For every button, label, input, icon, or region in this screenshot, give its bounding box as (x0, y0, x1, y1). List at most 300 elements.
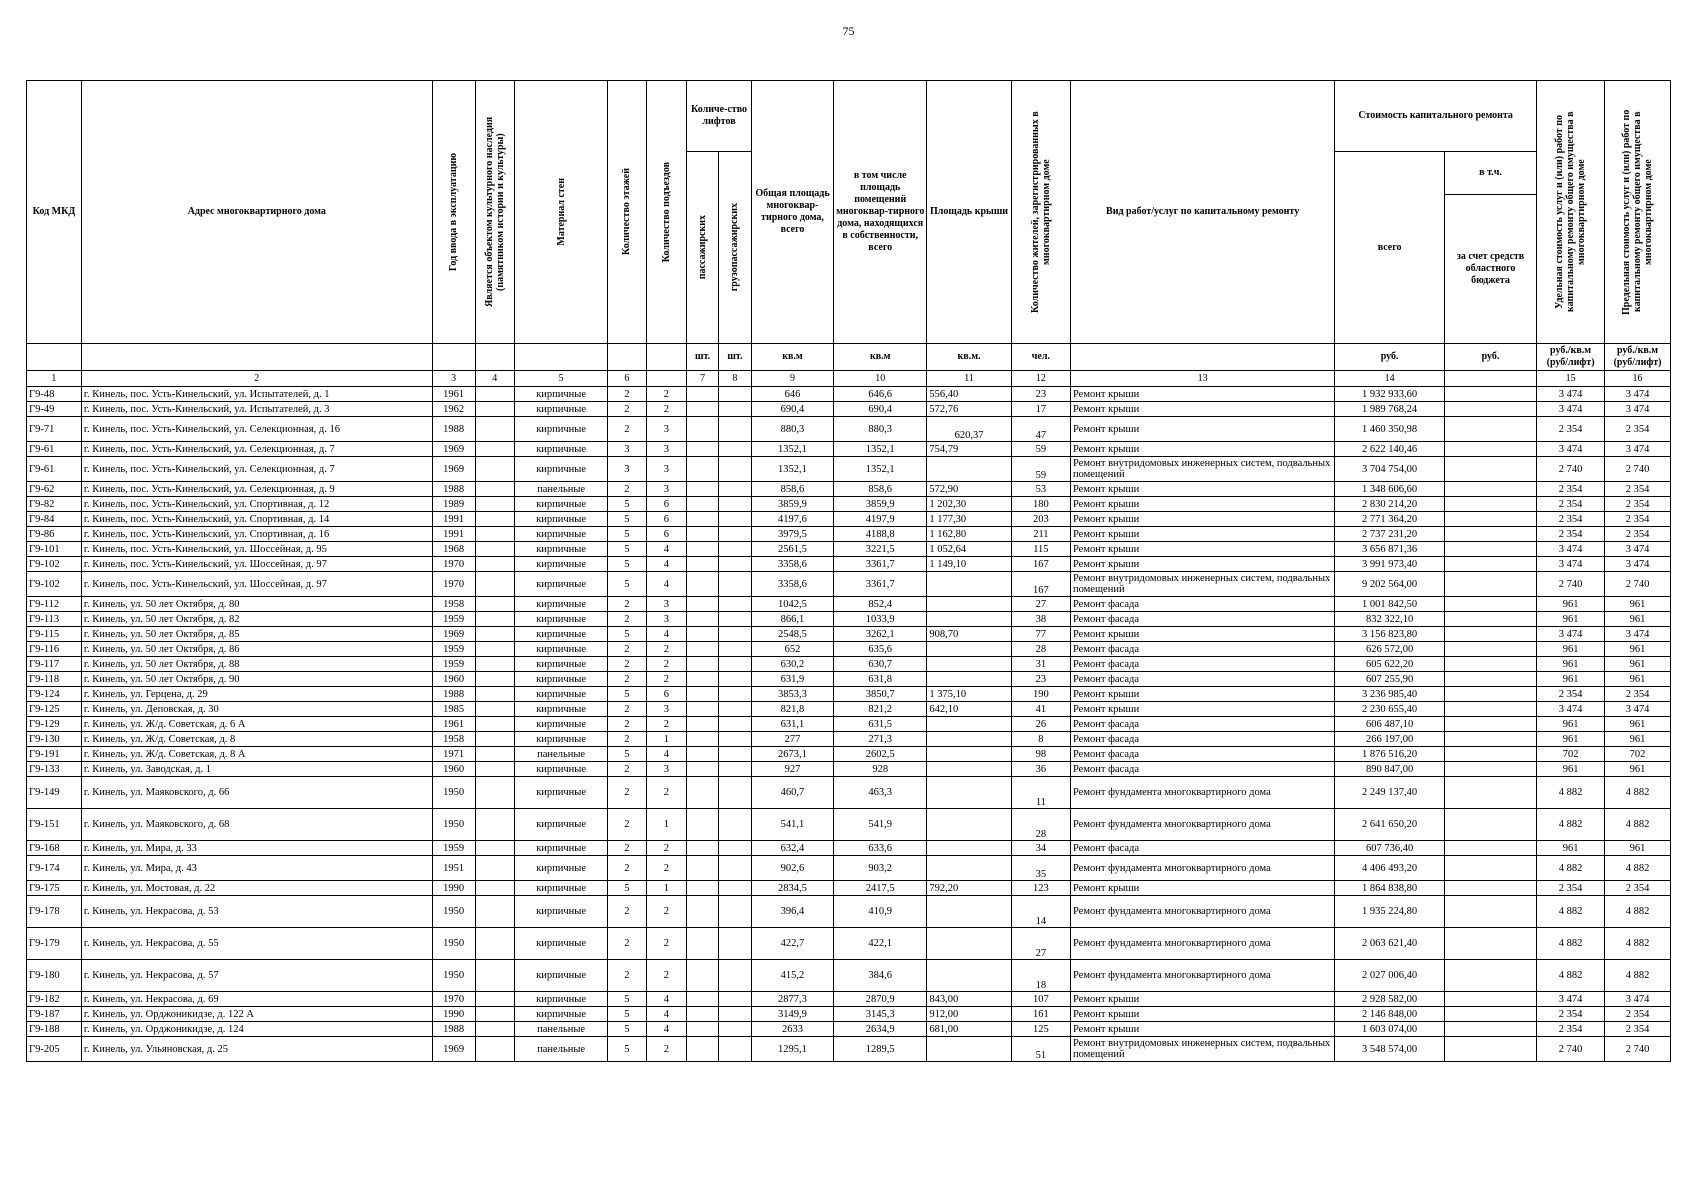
cell-cost-total: 606 487,10 (1335, 717, 1445, 732)
cell-heritage (475, 717, 514, 732)
cell-residents: 98 (1011, 747, 1070, 762)
cell-heritage (475, 777, 514, 809)
cell-cost-regional (1444, 747, 1536, 762)
cell-entrances: 2 (646, 777, 687, 809)
cell-passenger-lifts (687, 672, 719, 687)
cell-roof-area (927, 642, 1011, 657)
cell-residents: 8 (1011, 732, 1070, 747)
cell-wall: кирпичные (515, 762, 608, 777)
cell-heritage (475, 1007, 514, 1022)
cell-code: Г9-179 (27, 928, 82, 960)
cell-max-cost: 702 (1605, 747, 1671, 762)
header-entrances: Количество подъездов (660, 161, 672, 263)
cell-cost-regional (1444, 960, 1536, 992)
cell-wall: кирпичные (515, 928, 608, 960)
cell-entrances: 2 (646, 1037, 687, 1062)
cell-roof-area (927, 856, 1011, 881)
cell-wall: кирпичные (515, 841, 608, 856)
cell-cost-regional (1444, 928, 1536, 960)
cell-wall: кирпичные (515, 597, 608, 612)
table-row (27, 992, 1671, 1007)
cell-roof-area: 1 202,30 (927, 497, 1011, 512)
cell-residents: 11 (1011, 777, 1070, 809)
cell-cargo-lifts (718, 687, 751, 702)
cell-passenger-lifts (687, 732, 719, 747)
cell-residents: 23 (1011, 387, 1070, 402)
cell-code: Г9-113 (27, 612, 82, 627)
cell-roof-area (927, 928, 1011, 960)
cell-total-area: 3149,9 (751, 1007, 833, 1022)
cell-work-type: Ремонт фундамента многоквартирного дома (1070, 856, 1334, 881)
cell-work-type: Ремонт крыши (1070, 1022, 1334, 1037)
table-row (27, 402, 1671, 417)
cell-max-cost: 961 (1605, 762, 1671, 777)
cell-address: г. Кинель, ул. Некрасова, д. 57 (81, 960, 432, 992)
cell-max-cost: 961 (1605, 717, 1671, 732)
cell-cost-regional (1444, 896, 1536, 928)
cell-residents: 26 (1011, 717, 1070, 732)
cell-max-cost: 4 882 (1605, 960, 1671, 992)
cell-total-area: 3853,3 (751, 687, 833, 702)
cell-roof-area: 1 052,64 (927, 542, 1011, 557)
cell-address: г. Кинель, ул. Некрасова, д. 55 (81, 928, 432, 960)
cell-unit-cost: 4 882 (1537, 960, 1605, 992)
cell-entrances: 4 (646, 1007, 687, 1022)
unit-rub-2: руб. (1444, 344, 1536, 371)
cell-unit-cost: 2 354 (1537, 497, 1605, 512)
cell-entrances: 3 (646, 612, 687, 627)
cell-cost-regional (1444, 457, 1536, 482)
cell-residents: 34 (1011, 841, 1070, 856)
cell-cost-total: 1 989 768,24 (1335, 402, 1445, 417)
cell-code: Г9-112 (27, 597, 82, 612)
cell-total-area: 1352,1 (751, 442, 833, 457)
table-row (27, 896, 1671, 928)
cell-passenger-lifts (687, 657, 719, 672)
cell-heritage (475, 457, 514, 482)
cell-passenger-lifts (687, 856, 719, 881)
cell-residents: 211 (1011, 527, 1070, 542)
cell-address: г. Кинель, ул. Ульяновская, д. 25 (81, 1037, 432, 1062)
cell-heritage (475, 557, 514, 572)
cell-work-type: Ремонт крыши (1070, 527, 1334, 542)
cell-address: г. Кинель, пос. Усть-Кинельский, ул. Шоссейная, д. 97 (81, 557, 432, 572)
cell-owned-area: 422,1 (834, 928, 927, 960)
cell-passenger-lifts (687, 527, 719, 542)
cell-wall: кирпичные (515, 717, 608, 732)
cell-work-type: Ремонт фасада (1070, 717, 1334, 732)
cell-unit-cost: 2 354 (1537, 417, 1605, 442)
cell-year: 1961 (432, 717, 475, 732)
cell-cost-total: 1 603 074,00 (1335, 1022, 1445, 1037)
cell-work-type: Ремонт фасада (1070, 612, 1334, 627)
header-cost: Стоимость капитального ремонта (1335, 81, 1537, 152)
cell-entrances: 4 (646, 992, 687, 1007)
cell-max-cost: 961 (1605, 657, 1671, 672)
cell-total-area: 460,7 (751, 777, 833, 809)
table-row (27, 672, 1671, 687)
cell-cargo-lifts (718, 387, 751, 402)
cell-unit-cost: 2 740 (1537, 572, 1605, 597)
cell-passenger-lifts (687, 747, 719, 762)
column-number (1444, 371, 1536, 387)
cell-owned-area: 928 (834, 762, 927, 777)
cell-residents: 167 (1011, 557, 1070, 572)
cell-unit-cost: 2 354 (1537, 1007, 1605, 1022)
cell-address: г. Кинель, пос. Усть-Кинельский, ул. Спортивная, д. 16 (81, 527, 432, 542)
cell-year: 1988 (432, 687, 475, 702)
unit-pcs-1: шт. (687, 344, 719, 371)
cell-entrances: 2 (646, 928, 687, 960)
cell-wall: кирпичные (515, 497, 608, 512)
cell-code: Г9-133 (27, 762, 82, 777)
cell-work-type: Ремонт фундамента многоквартирного дома (1070, 928, 1334, 960)
table-row (27, 512, 1671, 527)
cell-year: 1950 (432, 777, 475, 809)
cell-entrances: 4 (646, 557, 687, 572)
cell-entrances: 2 (646, 402, 687, 417)
column-number: 3 (432, 371, 475, 387)
cell-cargo-lifts (718, 597, 751, 612)
cell-wall: кирпичные (515, 777, 608, 809)
cell-cost-total: 3 548 574,00 (1335, 1037, 1445, 1062)
cell-entrances: 3 (646, 457, 687, 482)
cell-cargo-lifts (718, 762, 751, 777)
cell-code: Г9-62 (27, 482, 82, 497)
cell-max-cost: 4 882 (1605, 896, 1671, 928)
cell-cargo-lifts (718, 627, 751, 642)
table-row (27, 1037, 1671, 1062)
cell-unit-cost: 4 882 (1537, 928, 1605, 960)
table-row (27, 809, 1671, 841)
cell-code: Г9-82 (27, 497, 82, 512)
cell-max-cost: 4 882 (1605, 777, 1671, 809)
cell-code: Г9-180 (27, 960, 82, 992)
cell-address: г. Кинель, ул. Заводская, д. 1 (81, 762, 432, 777)
cell-work-type: Ремонт крыши (1070, 402, 1334, 417)
cell-residents: 23 (1011, 672, 1070, 687)
cell-address: г. Кинель, пос. Усть-Кинельский, ул. Спортивная, д. 14 (81, 512, 432, 527)
unit-rate-1: руб./кв.м (руб/лифт) (1537, 344, 1605, 371)
cell-unit-cost: 4 882 (1537, 777, 1605, 809)
cell-cost-total: 1 935 224,80 (1335, 896, 1445, 928)
cell-cost-regional (1444, 672, 1536, 687)
cell-code: Г9-178 (27, 896, 82, 928)
cell-cost-regional (1444, 497, 1536, 512)
cell-owned-area: 1352,1 (834, 442, 927, 457)
header-incl: в т.ч. (1444, 152, 1536, 195)
cell-cargo-lifts (718, 896, 751, 928)
cell-passenger-lifts (687, 402, 719, 417)
cell-cost-total: 607 736,40 (1335, 841, 1445, 856)
cell-year: 1971 (432, 747, 475, 762)
cell-floors: 5 (608, 542, 646, 557)
cell-year: 1959 (432, 657, 475, 672)
cell-cost-total: 3 656 871,36 (1335, 542, 1445, 557)
cell-cargo-lifts (718, 672, 751, 687)
cell-max-cost: 2 354 (1605, 512, 1671, 527)
cell-owned-area: 3262,1 (834, 627, 927, 642)
column-number: 12 (1011, 371, 1070, 387)
cell-work-type: Ремонт фундамента многоквартирного дома (1070, 777, 1334, 809)
cell-owned-area: 3361,7 (834, 557, 927, 572)
cell-year: 1960 (432, 762, 475, 777)
cell-unit-cost: 2 354 (1537, 687, 1605, 702)
cell-residents: 59 (1011, 442, 1070, 457)
cell-cost-regional (1444, 657, 1536, 672)
table-row (27, 417, 1671, 442)
cell-cargo-lifts (718, 809, 751, 841)
cell-total-area: 277 (751, 732, 833, 747)
cell-cargo-lifts (718, 1022, 751, 1037)
cell-max-cost: 3 474 (1605, 557, 1671, 572)
cell-heritage (475, 809, 514, 841)
cell-total-area: 396,4 (751, 896, 833, 928)
cell-cost-regional (1444, 992, 1536, 1007)
cell-max-cost: 4 882 (1605, 928, 1671, 960)
cell-wall: кирпичные (515, 1007, 608, 1022)
cell-owned-area: 2602,5 (834, 747, 927, 762)
cell-heritage (475, 1037, 514, 1062)
table-row (27, 442, 1671, 457)
cell-roof-area (927, 960, 1011, 992)
column-number: 4 (475, 371, 514, 387)
cell-cost-regional (1444, 542, 1536, 557)
cell-roof-area (927, 809, 1011, 841)
cell-total-area: 646 (751, 387, 833, 402)
cell-floors: 5 (608, 992, 646, 1007)
cell-year: 1988 (432, 417, 475, 442)
cell-wall: кирпичные (515, 417, 608, 442)
cell-work-type: Ремонт фасада (1070, 732, 1334, 747)
cell-floors: 3 (608, 442, 646, 457)
table-row (27, 657, 1671, 672)
table-row (27, 928, 1671, 960)
cell-passenger-lifts (687, 512, 719, 527)
cell-code: Г9-129 (27, 717, 82, 732)
cell-cargo-lifts (718, 457, 751, 482)
cell-passenger-lifts (687, 717, 719, 732)
cell-cost-total: 2 249 137,40 (1335, 777, 1445, 809)
cell-total-area: 3859,9 (751, 497, 833, 512)
cell-owned-area: 690,4 (834, 402, 927, 417)
cell-work-type: Ремонт крыши (1070, 482, 1334, 497)
cell-floors: 2 (608, 387, 646, 402)
cell-work-type: Ремонт крыши (1070, 512, 1334, 527)
cell-address: г. Кинель, пос. Усть-Кинельский, ул. Спортивная, д. 12 (81, 497, 432, 512)
cell-cargo-lifts (718, 417, 751, 442)
cell-heritage (475, 896, 514, 928)
cell-heritage (475, 732, 514, 747)
cell-code: Г9-191 (27, 747, 82, 762)
cell-passenger-lifts (687, 762, 719, 777)
cell-wall: кирпичные (515, 960, 608, 992)
cell-entrances: 3 (646, 762, 687, 777)
cell-cost-regional (1444, 627, 1536, 642)
cell-work-type: Ремонт фасада (1070, 747, 1334, 762)
cell-unit-cost: 4 882 (1537, 896, 1605, 928)
cell-total-area: 630,2 (751, 657, 833, 672)
cell-wall: кирпичные (515, 457, 608, 482)
cell-heritage (475, 762, 514, 777)
cell-floors: 2 (608, 702, 646, 717)
cell-roof-area (927, 572, 1011, 597)
cell-max-cost: 961 (1605, 841, 1671, 856)
cell-year: 1990 (432, 1007, 475, 1022)
header-total-area: Общая площадь многоквар-тирного дома, всего (751, 81, 833, 344)
cell-cost-total: 2 063 621,40 (1335, 928, 1445, 960)
cell-unit-cost: 3 474 (1537, 387, 1605, 402)
cell-code: Г9-71 (27, 417, 82, 442)
cell-cost-regional (1444, 881, 1536, 896)
cell-total-area: 2548,5 (751, 627, 833, 642)
cell-code: Г9-130 (27, 732, 82, 747)
cell-heritage (475, 657, 514, 672)
cell-owned-area: 384,6 (834, 960, 927, 992)
cell-residents: 190 (1011, 687, 1070, 702)
cell-address: г. Кинель, ул. Некрасова, д. 69 (81, 992, 432, 1007)
cell-work-type: Ремонт фундамента многоквартирного дома (1070, 809, 1334, 841)
cell-address: г. Кинель, ул. Ж/д. Советская, д. 8 А (81, 747, 432, 762)
cell-passenger-lifts (687, 642, 719, 657)
cell-cost-regional (1444, 612, 1536, 627)
unit-pcs-2: шт. (718, 344, 751, 371)
cell-residents: 14 (1011, 896, 1070, 928)
header-cargo: грузопассажирских (729, 203, 741, 292)
cell-cargo-lifts (718, 992, 751, 1007)
unit-people: чел. (1011, 344, 1070, 371)
cell-owned-area: 3145,3 (834, 1007, 927, 1022)
cell-heritage (475, 527, 514, 542)
cell-year: 1960 (432, 672, 475, 687)
cell-floors: 2 (608, 928, 646, 960)
header-unit-cost: Удельная стоимость услуг и (или) работ по капитальному ремонту общего имущества в многоквартирном доме (1554, 111, 1588, 313)
cell-unit-cost: 961 (1537, 642, 1605, 657)
cell-entrances: 2 (646, 896, 687, 928)
cell-max-cost: 2 740 (1605, 1037, 1671, 1062)
cell-heritage (475, 387, 514, 402)
cell-cargo-lifts (718, 612, 751, 627)
cell-entrances: 2 (646, 960, 687, 992)
cell-code: Г9-49 (27, 402, 82, 417)
table-row (27, 387, 1671, 402)
cell-address: г. Кинель, пос. Усть-Кинельский, ул. Селекционная, д. 7 (81, 457, 432, 482)
cell-heritage (475, 627, 514, 642)
cell-passenger-lifts (687, 960, 719, 992)
cell-roof-area (927, 841, 1011, 856)
cell-cargo-lifts (718, 402, 751, 417)
cell-unit-cost: 2 740 (1537, 1037, 1605, 1062)
column-number (646, 371, 687, 387)
header-heritage: Является объектом культурного наследия (памятником истории и культуры) (483, 116, 506, 308)
cell-owned-area: 631,5 (834, 717, 927, 732)
cell-max-cost: 3 474 (1605, 387, 1671, 402)
cell-year: 1969 (432, 442, 475, 457)
cell-floors: 5 (608, 1007, 646, 1022)
cell-total-area: 1042,5 (751, 597, 833, 612)
cell-cost-total: 2 771 364,20 (1335, 512, 1445, 527)
unit-sqm-1: кв.м (751, 344, 833, 371)
cell-residents: 203 (1011, 512, 1070, 527)
cell-roof-area: 1 375,10 (927, 687, 1011, 702)
cell-work-type: Ремонт фасада (1070, 762, 1334, 777)
cell-roof-area: 572,76 (927, 402, 1011, 417)
table-row (27, 627, 1671, 642)
cell-residents: 51 (1011, 1037, 1070, 1062)
cell-entrances: 4 (646, 1022, 687, 1037)
cell-cost-total: 607 255,90 (1335, 672, 1445, 687)
table-row (27, 527, 1671, 542)
cell-owned-area: 271,3 (834, 732, 927, 747)
cell-owned-area: 1033,9 (834, 612, 927, 627)
cell-cost-regional (1444, 762, 1536, 777)
cell-year: 1958 (432, 732, 475, 747)
cell-owned-area: 463,3 (834, 777, 927, 809)
cell-cost-total: 4 406 493,20 (1335, 856, 1445, 881)
cell-entrances: 2 (646, 841, 687, 856)
cell-cargo-lifts (718, 1037, 751, 1062)
cell-cost-total: 1 932 933,60 (1335, 387, 1445, 402)
cell-cost-regional (1444, 841, 1536, 856)
header-year: Год ввода в эксплуатацию (448, 152, 460, 272)
cell-owned-area: 3221,5 (834, 542, 927, 557)
cell-heritage (475, 442, 514, 457)
cell-entrances: 2 (646, 672, 687, 687)
cell-heritage (475, 702, 514, 717)
cell-year: 1959 (432, 612, 475, 627)
cell-address: г. Кинель, пос. Усть-Кинельский, ул. Шоссейная, д. 95 (81, 542, 432, 557)
cell-heritage (475, 402, 514, 417)
cell-year: 1959 (432, 841, 475, 856)
cell-year: 1970 (432, 992, 475, 1007)
cell-roof-area: 642,10 (927, 702, 1011, 717)
column-number: 16 (1605, 371, 1671, 387)
cell-entrances: 2 (646, 856, 687, 881)
cell-cost-regional (1444, 527, 1536, 542)
cell-residents: 35 (1011, 856, 1070, 881)
table-row (27, 717, 1671, 732)
cell-entrances: 1 (646, 809, 687, 841)
cell-passenger-lifts (687, 841, 719, 856)
cell-passenger-lifts (687, 597, 719, 612)
cell-entrances: 2 (646, 717, 687, 732)
cell-cargo-lifts (718, 777, 751, 809)
cell-residents: 59 (1011, 457, 1070, 482)
cell-cost-regional (1444, 402, 1536, 417)
cell-floors: 2 (608, 809, 646, 841)
cell-total-area: 3358,6 (751, 557, 833, 572)
cell-wall: кирпичные (515, 657, 608, 672)
cell-cost-total: 2 230 655,40 (1335, 702, 1445, 717)
cell-year: 1968 (432, 542, 475, 557)
cell-cost-regional (1444, 512, 1536, 527)
cell-code: Г9-151 (27, 809, 82, 841)
cell-heritage (475, 881, 514, 896)
cell-owned-area: 2870,9 (834, 992, 927, 1007)
cell-cost-total: 2 737 231,20 (1335, 527, 1445, 542)
cell-work-type: Ремонт фасада (1070, 657, 1334, 672)
table-row (27, 777, 1671, 809)
cell-passenger-lifts (687, 687, 719, 702)
cell-owned-area: 4197,9 (834, 512, 927, 527)
cell-max-cost: 3 474 (1605, 442, 1671, 457)
cell-unit-cost: 2 354 (1537, 512, 1605, 527)
cell-code: Г9-124 (27, 687, 82, 702)
cell-address: г. Кинель, ул. 50 лет Октября, д. 86 (81, 642, 432, 657)
table-row (27, 762, 1671, 777)
cell-year: 1969 (432, 627, 475, 642)
cell-roof-area: 908,70 (927, 627, 1011, 642)
